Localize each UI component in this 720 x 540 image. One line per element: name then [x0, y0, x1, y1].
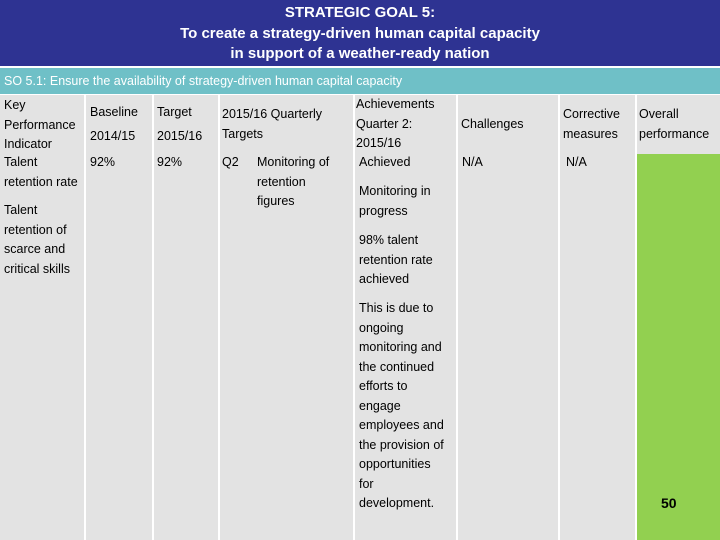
overall-performance-indicator	[637, 154, 720, 540]
baseline-value: 92%	[90, 155, 116, 169]
quarterly-target-text: Monitoring of retention figures	[257, 155, 330, 208]
quarter-label: Q2	[222, 155, 239, 169]
corrective-measures-value: N/A	[566, 155, 587, 169]
header-challenges: Challenges	[461, 117, 524, 131]
header-achievements: Achievements Quarter 2: 2015/16	[356, 97, 435, 150]
challenges-value: N/A	[462, 155, 483, 169]
header-baseline: Baseline 2014/15	[90, 105, 138, 143]
header-target: Target 2015/16	[157, 105, 203, 143]
kpi-talent-retention-skills: Talent retention of scarce and critical skills	[4, 203, 70, 276]
achievement-retention: 98% talent retention rate achieved	[359, 233, 433, 286]
performance-table	[0, 95, 720, 540]
title-line-1: STRATEGIC GOAL 5:	[284, 4, 436, 21]
header-quarterly-targets: 2015/16 Quarterly Targets	[222, 107, 323, 141]
achievement-explanation: This is due to ongoing monitoring and the continued efforts to engage employees and the provision of opportunities for development.	[359, 301, 444, 510]
strategic-goal-title	[0, 0, 720, 66]
achieved-label: Achieved	[359, 155, 411, 169]
header-kpi: Key Performance Indicator	[4, 98, 76, 151]
header-corrective-measures: Corrective measures	[563, 107, 620, 141]
kpi-talent-retention-rate: Talent retention rate	[4, 155, 78, 189]
target-value: 92%	[157, 155, 183, 169]
page-number: 50	[661, 495, 677, 511]
achievement-monitoring: Monitoring in progress	[359, 184, 431, 218]
title-line-2: To create a strategy-driven human capital capacity	[180, 24, 540, 42]
strategic-objective-heading: SO 5.1: Ensure the availability of strategy-driven human capital capacity	[0, 68, 720, 94]
header-overall-performance: Overall performance	[639, 107, 710, 141]
title-line-3: in support of a weather-ready nation	[230, 45, 490, 62]
